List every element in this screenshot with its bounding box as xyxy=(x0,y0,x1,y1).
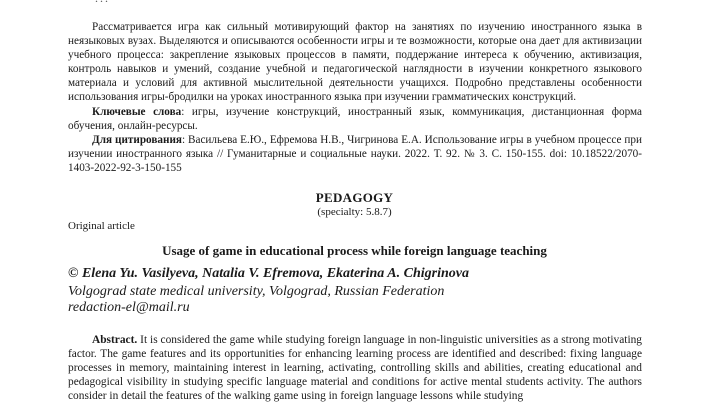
affiliation-line: Volgograd state medical university, Volgograd, Russian Federation xyxy=(68,284,445,299)
keywords-text: : игры, изучение конструкций, иностранный язык, коммуникация, дистанционная форма обучения, онлайн-ресурсы. xyxy=(68,106,642,132)
specialty-code: (specialty: 5.8.7) xyxy=(317,206,392,218)
english-abstract-block xyxy=(68,333,642,403)
english-abstract xyxy=(68,333,642,403)
top-cropped-fragment xyxy=(95,0,110,6)
abstract-text: It is considered the game while studying foreign language in non-linguistic universities as a strong motivating factor. The game features and its opportunities for enhancing learning process are identified and described: fixing language processes in memory, maintaining interest in learning, activating, controlling skills and abilities, creating educational and pedagogical visibility in studying specific language material and conditions for active mental students activity. The authors consider in detail the features of the walking game using in foreign language lessons while studying xyxy=(68,334,642,402)
article-type: Original article xyxy=(68,220,135,232)
russian-citation xyxy=(68,133,642,175)
russian-abstract-block xyxy=(68,20,642,175)
russian-keywords xyxy=(68,105,642,133)
email-link[interactable]: redaction-el@mail.ru xyxy=(68,300,190,315)
article-title: Usage of game in educational process while foreign language teaching xyxy=(162,243,547,258)
authors-line: © Elena Yu. Vasilyeva, Natalia V. Efremova, Ekaterina A. Chigrinova xyxy=(68,266,469,281)
section-heading: PEDAGOGY xyxy=(315,190,394,205)
citation-text: : Васильева Е.Ю., Ефремова Н.В., Чигринова Е.А. Использование игры в учебном процессе при изучении иностранного языка // Гуманитарные и социальные науки. 2022. Т. 92. № 3. С. 150-155. doi: 10.18522/2070-1403-2022-92-3-150-155 xyxy=(68,134,642,174)
citation-label: Для цитирования xyxy=(92,134,182,146)
abstract-label: Abstract. xyxy=(92,334,138,346)
keywords-label: Ключевые слова xyxy=(92,106,182,118)
russian-abstract: Рассматривается игра как сильный мотивирующий фактор на занятиях по изучению иностранного языка в неязыковых вузах. Выделяются и описываются особенности игры и те возможности, которые она дает для активизации учебного процесса: закрепление языковых процессов в памяти, поддержание интереса к обучению, активизация, контроль навыков и умений, создание учебной и педагогической наглядности в изучении конкретного языкового материала и условий для активной мыслительной деятельности учащихся. Подробно представлены особенности использования игры-бродилки на уроках иностранного языка при изучении грамматических конструкций. xyxy=(68,21,642,103)
